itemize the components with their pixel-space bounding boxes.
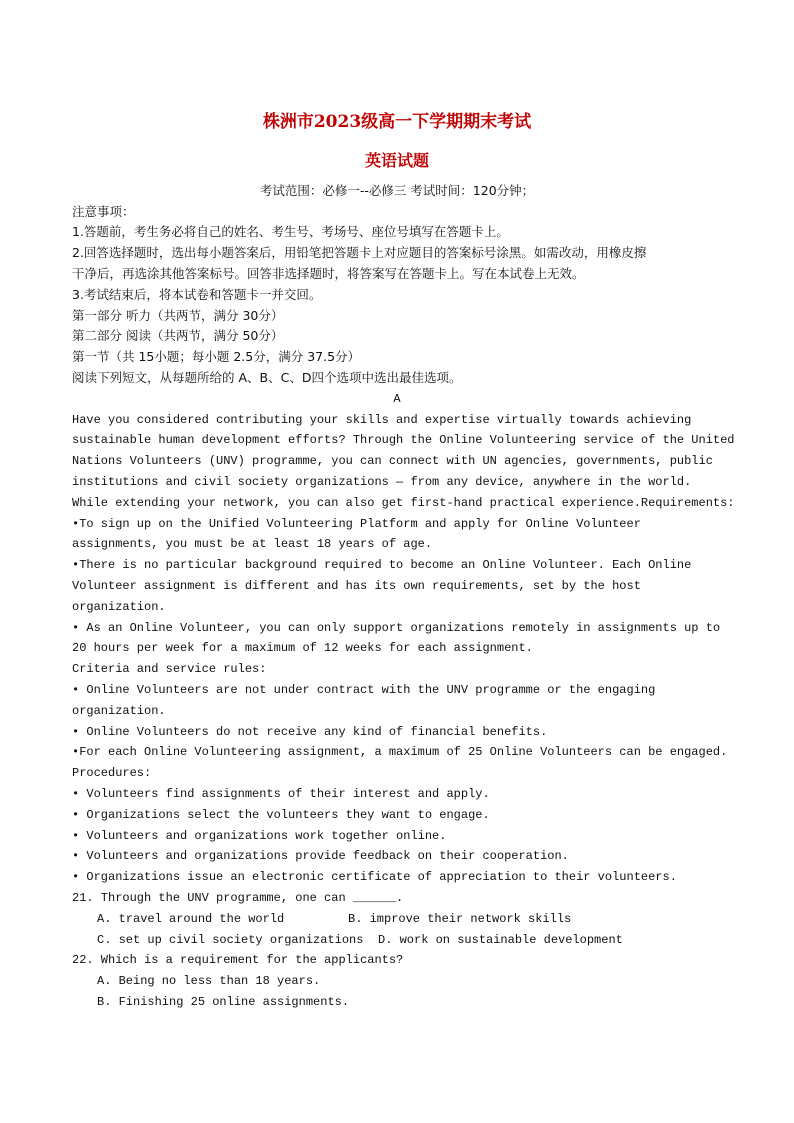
note-3: 3.考试结束后，将本试卷和答题卡一并交回。: [72, 287, 322, 302]
section-1-heading: 第一节（共 15小题；每小题 2.5分，满分 37.5分）: [72, 349, 361, 364]
passage-line: • Volunteers and organizations work together online.: [72, 829, 447, 843]
part-1-heading: 第一部分 听力（共两节，满分 30分）: [72, 308, 284, 323]
passage-line: •For each Online Volunteering assignment, a maximum of 25 Online Volunteers can be engaged.: [72, 745, 728, 759]
passage-line: Procedures:: [72, 766, 152, 780]
passage-line: •To sign up on the Unified Volunteering Platform and apply for Online Volunteer: [72, 517, 641, 531]
passage-line: • Organizations issue an electronic certificate of appreciation to their volunteers.: [72, 870, 677, 884]
exam-title: 株洲市2023级高一下学期期末考试: [262, 112, 532, 132]
passage-line: Criteria and service rules:: [72, 662, 267, 676]
passage-line: institutions and civil society organizations — from any device, anywhere in the world.: [72, 475, 692, 489]
exam-info: 考试范围：必修一--必修三 考试时间：120分钟；: [259, 183, 535, 198]
question-22-stem: 22. Which is a requirement for the applicants?: [72, 953, 404, 967]
question-21-option-c: C. set up civil society organizations: [97, 933, 364, 947]
passage-line: While extending your network, you can also get first-hand practical experience.Requirements:: [72, 496, 735, 510]
question-21-stem: 21. Through the UNV programme, one can ______.: [72, 891, 404, 905]
passage-line: •There is no particular background required to become an Online Volunteer. Each Online: [72, 558, 692, 572]
passage-line: assignments, you must be at least 18 years of age.: [72, 537, 433, 551]
note-2-line-2: 干净后，再选涂其他答案标号。回答非选择题时，将答案写在答题卡上。写在本试卷上无效。: [72, 266, 585, 281]
note-1: 1.答题前，考生务必将自己的姓名、考生号、考场号、座位号填写在答题卡上。: [72, 224, 509, 239]
passage-line: • As an Online Volunteer, you can only support organizations remotely in assignments up to: [72, 621, 721, 635]
question-21-option-d: D. work on sustainable development: [378, 933, 623, 947]
passage-line: sustainable human development efforts? Through the Online Volunteering service of the United: [72, 433, 735, 447]
reading-instruction: 阅读下列短文，从每题所给的 A、B、C、D四个选项中选出最佳选项。: [72, 370, 462, 385]
passage-line: • Online Volunteers do not receive any kind of financial benefits.: [72, 725, 548, 739]
passage-line: Nations Volunteers (UNV) programme, you can connect with UN agencies, governments, public: [72, 454, 713, 468]
passage-line: • Volunteers find assignments of their interest and apply.: [72, 787, 490, 801]
passage-line: Have you considered contributing your skills and expertise virtually towards achieving: [72, 413, 692, 427]
note-2-line-1: 2.回答选择题时，选出每小题答案后，用铅笔把答题卡上对应题目的答案标号涂黑。如需改动，用橡皮擦: [72, 245, 647, 260]
question-21-option-a: A. travel around the world: [97, 912, 285, 926]
passage-line: • Volunteers and organizations provide feedback on their cooperation.: [72, 849, 569, 863]
notes-heading: 注意事项：: [72, 204, 135, 219]
part-2-heading: 第二部分 阅读（共两节，满分 50分）: [72, 328, 284, 343]
question-21-option-b: B. improve their network skills: [348, 912, 572, 926]
passage-line: organization.: [72, 600, 166, 614]
exam-subtitle: 英语试题: [364, 151, 429, 170]
passage-line: Volunteer assignment is different and has its own requirements, set by the host: [72, 579, 641, 593]
question-22-option-a: A. Being no less than 18 years.: [97, 974, 321, 988]
passage-line: • Organizations select the volunteers they want to engage.: [72, 808, 490, 822]
passage-line: organization.: [72, 704, 166, 718]
passage-line: 20 hours per week for a maximum of 12 weeks for each assignment.: [72, 641, 533, 655]
passage-label: A: [393, 392, 401, 406]
question-22-option-b: B. Finishing 25 online assignments.: [97, 995, 350, 1009]
passage-line: • Online Volunteers are not under contract with the UNV programme or the engaging: [72, 683, 656, 697]
